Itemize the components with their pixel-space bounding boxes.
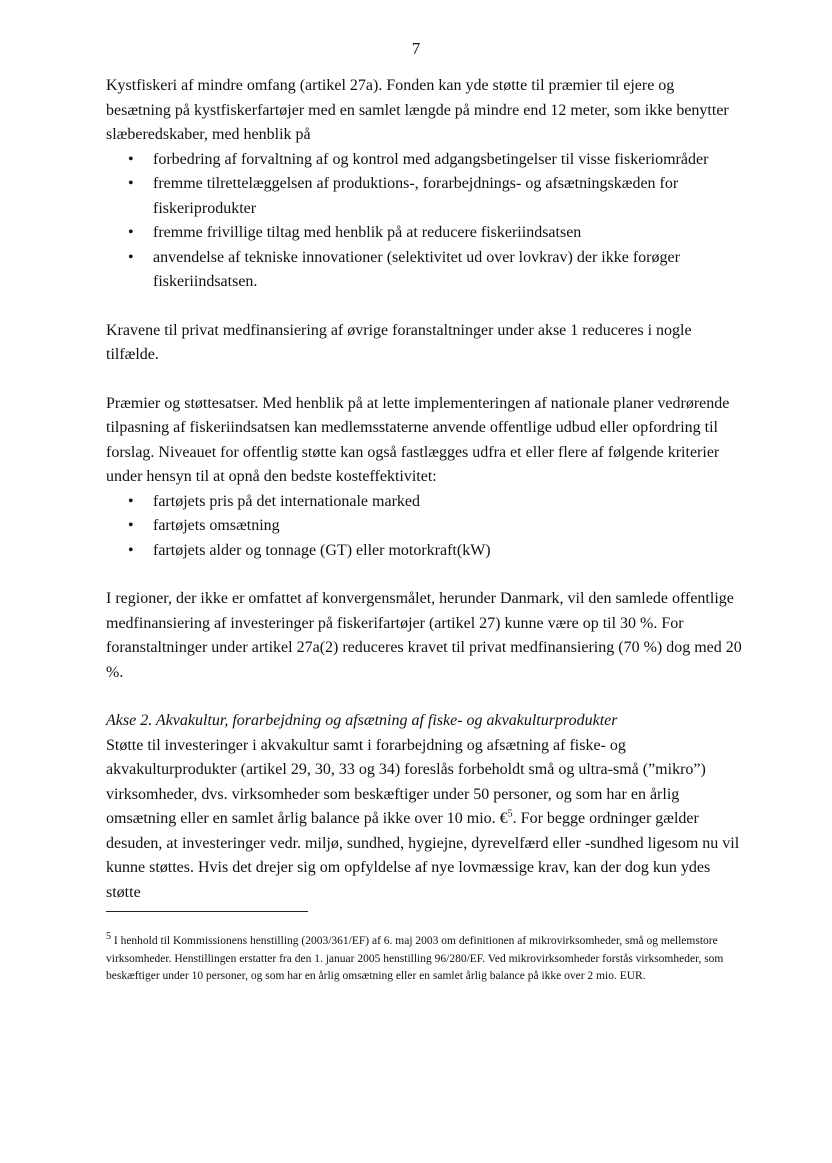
list-item: • fartøjets omsætning [106, 514, 742, 539]
paragraph-akvakultur: Støtte til investeringer i akvakultur samt i forarbejdning og afsætning af fiske- og akvakulturprodukter (artikel 29, 30, 33 og 34) foreslås forbeholdt små og ultra-små (”mikro”) virksomheder, dvs. virksomheder som beskæftiger under 50 personer, og som har en årlig omsætning eller en samlet årlig balance på ikke over 10 mio. €$^5$. For begge ordninger gælder desuden, at investeringer vedr. miljø, sundhed, hygiejne, dyrevelfærd eller -sundhed ligesom nu vil kunne støttes. Hvis det drejer sig om opfyldelse af nye lovmæssige krav, kan der dog kun ydes støtte [106, 736, 740, 901]
list-item: • fremme tilrettelæggelsen af produktions-, forarbejdnings- og afsætningskæden for fiskeriprodukter [106, 172, 742, 221]
list-item: • fartøjets pris på det internationale marked [106, 490, 742, 515]
section-heading-akse-2: Akse 2. Akvakultur, forarbejdning og afsætning af fiske- og akvakulturprodukter [106, 712, 618, 729]
list-item: • anvendelse af tekniske innovationer (selektivitet ud over lovkrav) der ikke forøger fiskeriindsatsen. [106, 246, 742, 295]
footnote-text: I henhold til Kommissionens henstilling (2003/361/EF) af 6. maj 2003 om definitionen af mikrovirksomheder, små og mellemstore virksomheder. Henstillingen erstatter fra den 1. januar 2005 henstilling 96/280/EF. Ved mikrovirksomheder forstås virksomheder, som beskæftiger under 10 personer, og som har en årlig omsætning eller en samlet årlig balance på ikke over 2 mio. EUR. [106, 935, 724, 982]
footnote-marker: 5 [106, 931, 111, 943]
page-body [106, 74, 742, 905]
list-item: • fartøjets alder og tonnage (GT) eller motorkraft(kW) [106, 539, 742, 564]
paragraph-medfinansiering: Kravene til privat medfinansiering af øvrige foranstaltninger under akse 1 reduceres i nogle tilfælde. [106, 321, 692, 363]
paragraph-kystfiskeri: Kystfiskeri af mindre omfang (artikel 27a). Fonden kan yde støtte til præmier til ejere og besætning på kystfiskerfartøjer med en samlet længde på mindre end 12 meter, som ikke benytter slæberedskaber, med henblik på [106, 77, 729, 143]
paragraph-regioner: I regioner, der ikke er omfattet af konvergensmålet, herunder Danmark, vil den samlede offentlige medfinansiering af investeringer på fiskerifartøjer (artikel 27) kunne være op til 30 %. For foranstaltninger under artikel 27a(2) reduceres kravet til privat medfinansiering (70 %) dog med 20 %. [106, 590, 742, 681]
bullet-list-kriterier [106, 490, 742, 564]
bullet-icon: • [128, 517, 134, 534]
footnote-separator [106, 911, 308, 912]
paragraph-praemier: Præmier og støttesatser. Med henblik på at lette implementeringen af nationale planer vedrørende tilpasning af fiskeriindsatsen kan medlemsstaterne anvende offentlige udbud eller opfordring til forslag. Niveauet for offentlig støtte kan også fastlægges udfra et eller flere af følgende kriterier under hensyn til at opnå den bedste kosteffektivitet: [106, 394, 730, 485]
bullet-list-kystfiskeri [106, 148, 742, 295]
page-number: 7 [411, 39, 421, 58]
bullet-icon: • [128, 248, 134, 266]
footnote-reference[interactable]: 5 [507, 808, 513, 820]
bullet-icon: • [128, 541, 134, 559]
list-item: • fremme frivillige tiltag med henblik på at reducere fiskeriindsatsen [106, 221, 742, 246]
list-item: • forbedring af forvaltning af og kontrol med adgangsbetingelser til visse fiskeriområder [106, 148, 742, 173]
footnote [106, 933, 742, 986]
bullet-icon: • [128, 224, 134, 241]
bullet-icon: • [128, 492, 134, 510]
bullet-icon: • [128, 150, 134, 168]
bullet-icon: • [128, 175, 134, 192]
